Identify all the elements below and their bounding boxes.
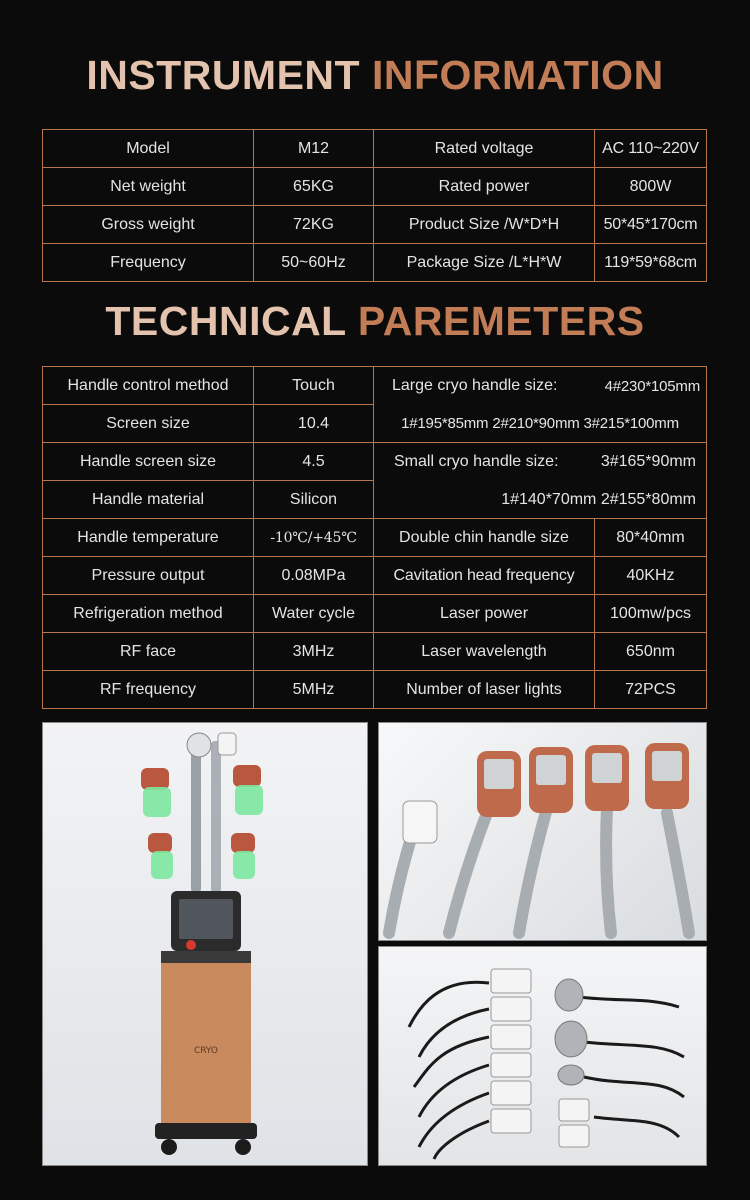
spec-label: Net weight bbox=[43, 168, 254, 206]
table-row bbox=[43, 633, 707, 671]
table-row bbox=[43, 206, 707, 244]
spec-label: Rated voltage bbox=[374, 130, 595, 168]
table-row bbox=[43, 519, 707, 557]
machine-illustration bbox=[43, 723, 367, 1165]
param-value: 5MHz bbox=[254, 671, 374, 709]
large-cryo-handle-cell bbox=[374, 367, 707, 443]
param-label: Screen size bbox=[43, 405, 254, 443]
spec-value: 50*45*170cm bbox=[595, 206, 707, 244]
technical-parameters-table bbox=[42, 366, 707, 709]
param-label: Pressure output bbox=[43, 557, 254, 595]
spec-label: Gross weight bbox=[43, 206, 254, 244]
param-value: -10℃/+45℃ bbox=[254, 519, 374, 557]
cryo-handles-photo bbox=[378, 722, 707, 941]
spec-label: Package Size /L*H*W bbox=[374, 244, 595, 282]
technical-parameters-title bbox=[0, 298, 750, 345]
param-value: Water cycle bbox=[254, 595, 374, 633]
table-row bbox=[43, 595, 707, 633]
title-word-2: INFORMATION bbox=[371, 52, 664, 98]
title-word-1: INSTRUMENT bbox=[86, 52, 361, 98]
table-row bbox=[43, 671, 707, 709]
spec-value: 119*59*68cm bbox=[595, 244, 707, 282]
small-cryo-sizes: 1#140*70mm 2#155*80mm bbox=[501, 490, 696, 508]
param-label: Double chin handle size bbox=[374, 519, 595, 557]
param-label: Cavitation head frequency bbox=[374, 557, 595, 595]
param-value: 3MHz bbox=[254, 633, 374, 671]
small-cryo-size-3: 3#165*90mm bbox=[600, 453, 696, 470]
spec-value: AC 110~220V bbox=[595, 130, 707, 168]
table-row bbox=[43, 130, 707, 168]
param-value: 100mw/pcs bbox=[595, 595, 707, 633]
param-value: 4.5 bbox=[254, 443, 374, 481]
spec-value: 65KG bbox=[254, 168, 374, 206]
spec-value: 72KG bbox=[254, 206, 374, 244]
param-label: Handle screen size bbox=[43, 443, 254, 481]
spec-value: M12 bbox=[254, 130, 374, 168]
table-row bbox=[43, 443, 707, 481]
param-label: Handle temperature bbox=[43, 519, 254, 557]
instrument-information-table bbox=[42, 129, 707, 282]
param-value: 72PCS bbox=[595, 671, 707, 709]
table-row bbox=[43, 168, 707, 206]
spec-value: 50~60Hz bbox=[254, 244, 374, 282]
spec-value: 800W bbox=[595, 168, 707, 206]
table-row bbox=[43, 557, 707, 595]
accessories-illustration bbox=[379, 947, 706, 1165]
param-value: Touch bbox=[254, 367, 374, 405]
param-value: 10.4 bbox=[254, 405, 374, 443]
small-cryo-label: Small cryo handle size: bbox=[394, 453, 559, 470]
machine-photo bbox=[42, 722, 368, 1166]
spec-label: Model bbox=[43, 130, 254, 168]
large-cryo-sizes: 1#195*85mm 2#210*90mm 3#215*100mm bbox=[401, 414, 679, 432]
small-cryo-handle-cell bbox=[374, 443, 707, 519]
param-value: 80*40mm bbox=[595, 519, 707, 557]
spec-label: Rated power bbox=[374, 168, 595, 206]
cryo-handles-illustration bbox=[379, 723, 706, 940]
param-label: RF frequency bbox=[43, 671, 254, 709]
title-word-2: PAREMETERS bbox=[357, 298, 645, 344]
spec-label: Product Size /W*D*H bbox=[374, 206, 595, 244]
param-label: Laser wavelength bbox=[374, 633, 595, 671]
param-label: Refrigeration method bbox=[43, 595, 254, 633]
title-word-1: TECHNICAL bbox=[105, 298, 346, 344]
param-value: 0.08MPa bbox=[254, 557, 374, 595]
param-label: RF face bbox=[43, 633, 254, 671]
table-row bbox=[43, 367, 707, 405]
accessories-photo bbox=[378, 946, 707, 1166]
table-row bbox=[43, 244, 707, 282]
param-value: Silicon bbox=[254, 481, 374, 519]
large-cryo-label: Large cryo handle size: bbox=[392, 377, 558, 394]
machine-brand-text: CRYO bbox=[193, 1046, 219, 1056]
param-label: Number of laser lights bbox=[374, 671, 595, 709]
param-value: 40KHz bbox=[595, 557, 707, 595]
param-value: 650nm bbox=[595, 633, 707, 671]
spec-label: Frequency bbox=[43, 244, 254, 282]
instrument-information-title bbox=[0, 52, 750, 99]
param-label: Handle control method bbox=[43, 367, 254, 405]
param-label: Laser power bbox=[374, 595, 595, 633]
param-label: Handle material bbox=[43, 481, 254, 519]
large-cryo-size-4: 4#230*105mm bbox=[604, 377, 700, 395]
